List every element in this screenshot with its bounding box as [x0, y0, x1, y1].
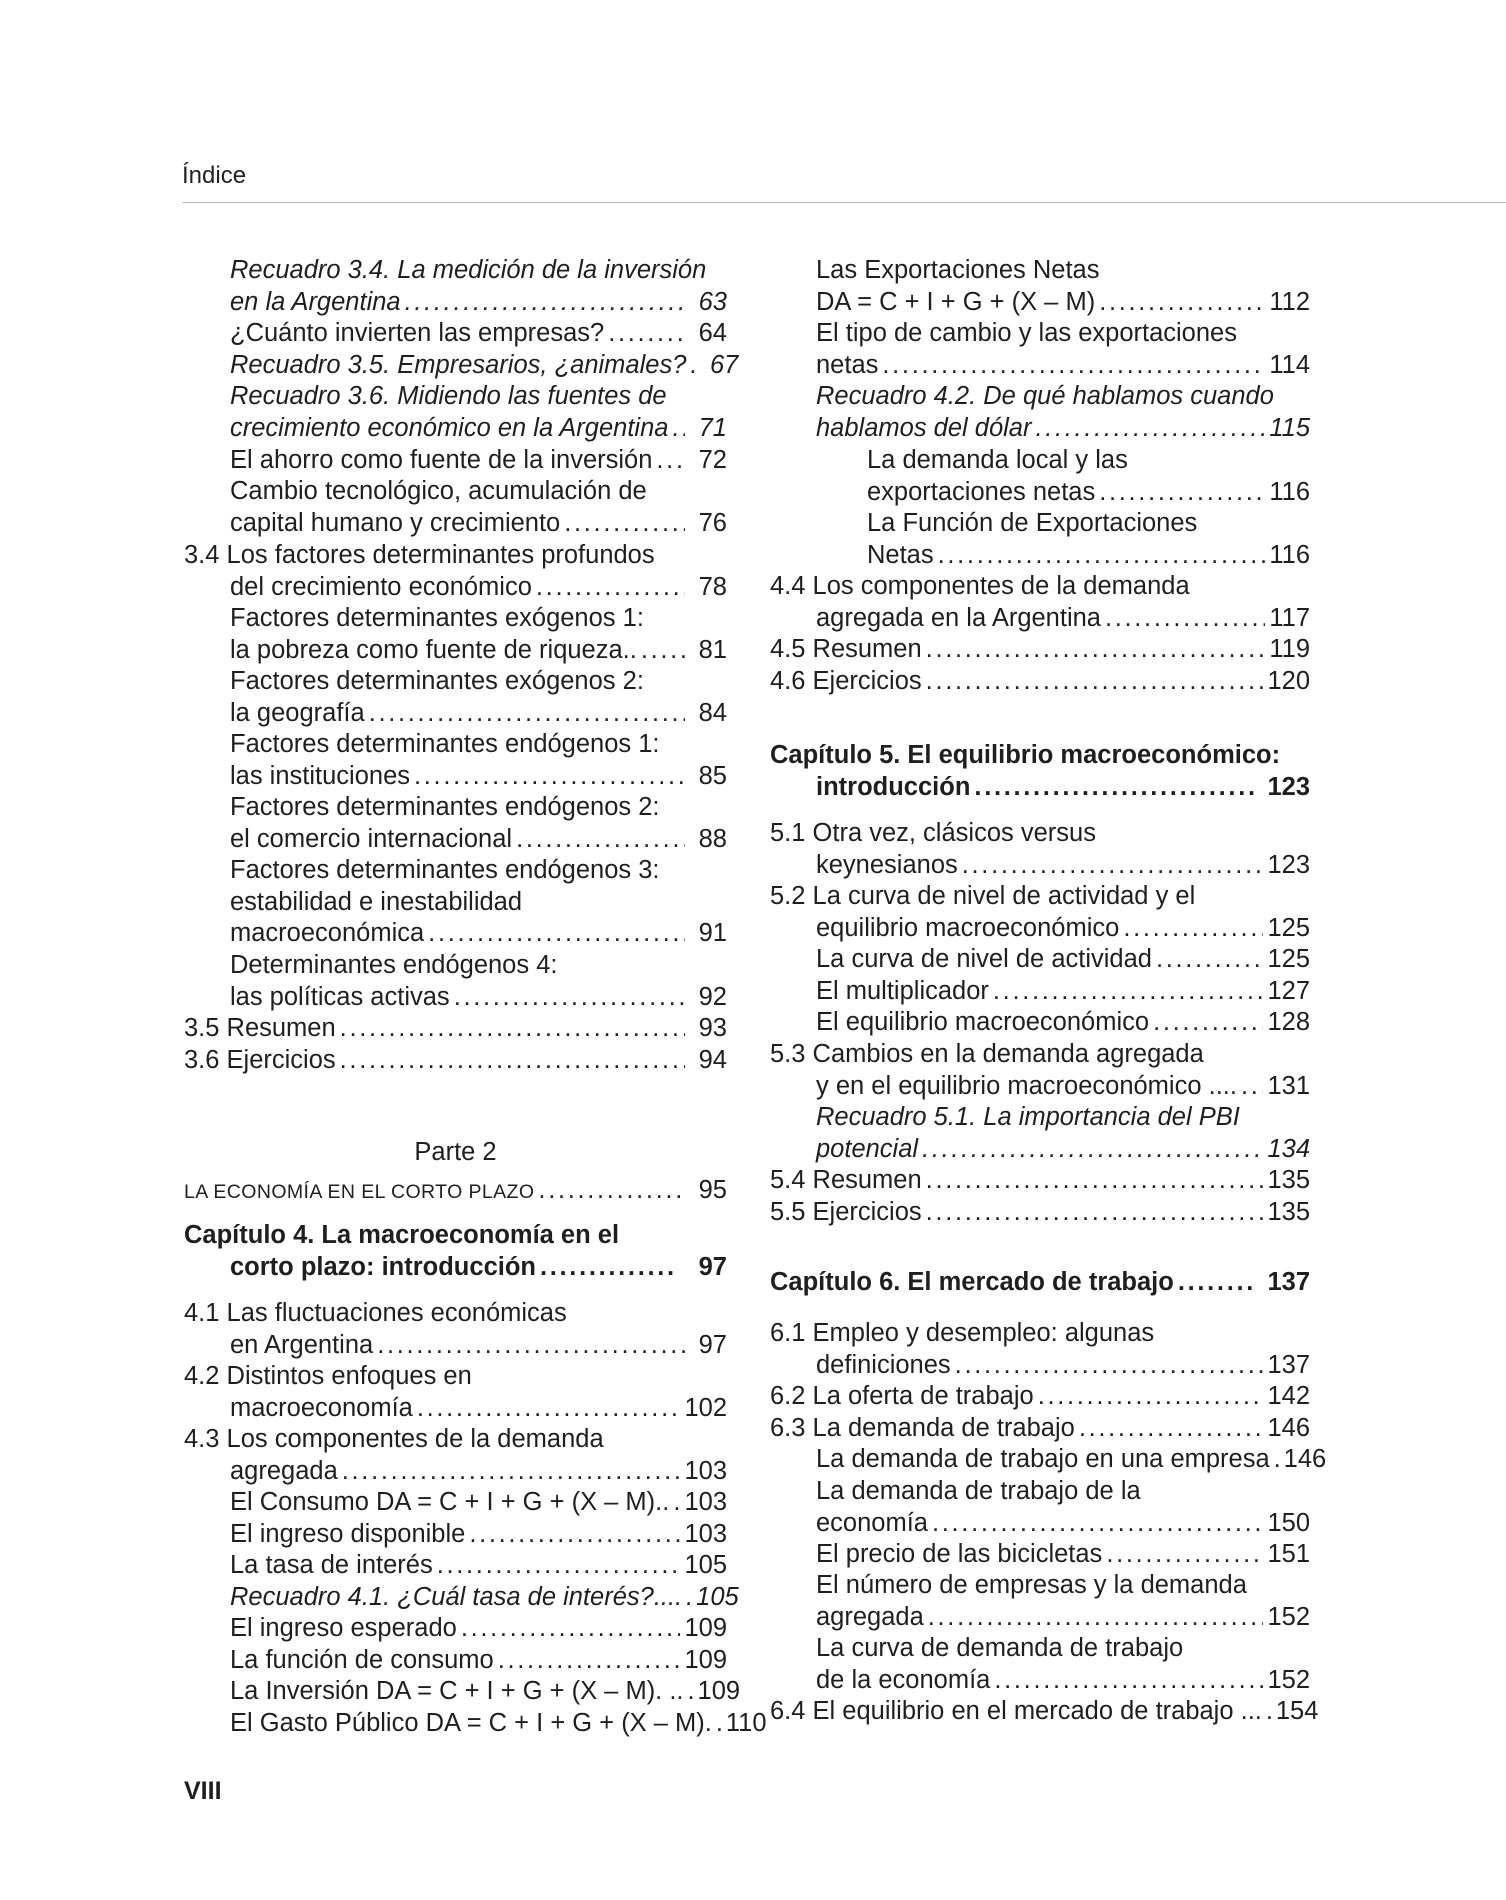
toc-entry-text: 4.4 Los componentes de la demanda [770, 572, 1190, 600]
toc-page-number: 117 [1269, 603, 1310, 632]
toc-entry-text: Factores determinantes exógenos 1: [230, 604, 644, 632]
toc-entry-text: las políticas activas [230, 982, 450, 1011]
toc-entry [770, 445, 1310, 508]
toc-entry-text: Recuadro 5.1. La importancia del PBI [816, 1103, 1240, 1131]
dot-leader [673, 1487, 680, 1519]
toc-page-number: 137 [1267, 1268, 1310, 1296]
dot-leader [340, 1013, 685, 1045]
toc-entry-text: las instituciones [230, 761, 411, 790]
toc-page-number: 93 [698, 1014, 727, 1042]
toc-entry [770, 1444, 1327, 1476]
dot-leader [938, 540, 1266, 572]
toc-chapter-entry [184, 1220, 727, 1283]
toc-entry-text: Recuadro 3.5. Empresarios, ¿animales? [230, 351, 687, 379]
toc-entry-text: introducción [816, 772, 971, 801]
dot-leader [656, 445, 685, 477]
toc-entry [770, 1039, 1310, 1102]
toc-entry-text: Factores determinantes endógenos 1: [230, 730, 660, 758]
toc-entry-text: Recuadro 4.2. De qué hablamos cuando [816, 382, 1274, 410]
dot-leader [672, 413, 685, 445]
toc-page-number: 109 [684, 1614, 727, 1642]
toc-entry-text: en la Argentina [230, 287, 401, 316]
toc-entry-text: Recuadro 3.4. La medición de la inversión [230, 256, 707, 284]
toc-page-number: 115 [1269, 413, 1310, 442]
toc-page-number: 78 [698, 572, 727, 601]
toc-page-number: 103 [684, 1488, 727, 1516]
toc-entry [184, 1708, 767, 1740]
toc-page-number: 116 [1269, 540, 1310, 569]
dot-leader [1038, 1381, 1264, 1413]
toc-entry-text: agregada [230, 1456, 338, 1485]
toc-entry [184, 1361, 727, 1424]
toc-entry-text: DA = C + I + G + (X – M) [816, 287, 1096, 316]
toc-entry-text: Capítulo 6. El mercado de trabajo [770, 1268, 1174, 1296]
toc-page-number: 150 [1267, 1508, 1310, 1537]
dot-leader [1266, 1696, 1272, 1728]
toc-page-number: 91 [698, 919, 727, 948]
toc-entry-text: economía [816, 1508, 928, 1537]
toc-page-number: 71 [698, 413, 727, 442]
toc-page-number: 109 [684, 1646, 727, 1674]
dot-leader [974, 772, 1256, 804]
dot-leader [536, 572, 685, 604]
toc-entry-text: la pobreza como fuente de riqueza.. [230, 635, 637, 664]
toc-entry-text: Factores determinantes endógenos 2: [230, 793, 660, 821]
toc-entry [184, 1045, 727, 1077]
toc-entry-text: hablamos del dólar [816, 413, 1032, 442]
toc-entry-text: Factores determinantes endógenos 3: [230, 856, 660, 884]
dot-leader [1035, 413, 1265, 445]
toc-page-number: 103 [684, 1520, 727, 1548]
toc-page-number: 94 [698, 1046, 727, 1074]
toc-entry-text: El ingreso esperado [230, 1614, 457, 1642]
dot-leader [461, 1613, 681, 1645]
toc-entry [184, 540, 727, 603]
toc-entry [770, 381, 1310, 444]
toc-page-number: 67 [710, 351, 739, 379]
toc-page-number: 97 [698, 1252, 727, 1281]
toc-entry-text: La tasa de interés [230, 1551, 433, 1579]
toc-entry [184, 255, 727, 318]
toc-entry [770, 818, 1310, 881]
toc-entry-text: El Consumo DA = C + I + G + (X – M).. [230, 1488, 670, 1516]
dot-leader [962, 850, 1264, 882]
toc-page-number: 105 [696, 1583, 739, 1611]
toc-page-number: 84 [698, 698, 727, 727]
toc-entry-text: 4.6 Ejercicios [770, 667, 922, 695]
dot-leader [932, 1508, 1263, 1540]
toc-page-number: 119 [1269, 635, 1310, 663]
toc-entry [770, 1102, 1310, 1165]
toc-page-number: 127 [1267, 977, 1310, 1005]
toc-chapter-entry [770, 1267, 1310, 1299]
toc-page-number: 125 [1267, 945, 1310, 973]
toc-entry [770, 1476, 1310, 1539]
toc-page-number: 152 [1267, 1602, 1310, 1631]
dot-leader [417, 1393, 681, 1425]
dot-leader [690, 350, 696, 382]
toc-entry-text: 6.3 La demanda de trabajo [770, 1414, 1075, 1442]
dot-leader [608, 318, 685, 350]
toc-entry [184, 1175, 727, 1209]
toc-entry [184, 445, 727, 477]
toc-entry-text: El ingreso disponible [230, 1520, 466, 1548]
toc-entry-text: Capítulo 5. El equilibrio macroeconómico: [770, 741, 1281, 769]
toc-entry-text: El número de empresas y la demanda [816, 1571, 1247, 1599]
dot-leader [688, 1676, 694, 1708]
toc-entry [184, 1550, 727, 1582]
toc-page-number: 105 [684, 1551, 727, 1579]
toc-page-number: 146 [1267, 1414, 1310, 1442]
toc-entry-text: 4.3 Los componentes de la demanda [184, 1425, 604, 1453]
dot-leader [1099, 287, 1265, 319]
toc-entry [184, 1613, 727, 1645]
toc-entry-text: corto plazo: introducción [230, 1252, 536, 1281]
toc-entry [770, 1007, 1310, 1039]
toc-page-number: 123 [1267, 772, 1310, 801]
toc-page-number: 131 [1267, 1071, 1310, 1100]
toc-entry [770, 508, 1310, 571]
toc-page-number: 103 [684, 1456, 727, 1485]
toc-entry-text: potencial [816, 1134, 919, 1163]
toc-entry-text: de la economía [816, 1665, 991, 1694]
toc-entry [770, 1381, 1310, 1413]
dot-leader [1123, 913, 1263, 945]
toc-entry-text: keynesianos [816, 850, 958, 879]
toc-page-number: 76 [698, 508, 727, 537]
dot-leader [414, 761, 685, 793]
toc-entry [770, 1570, 1310, 1633]
dot-leader [454, 982, 685, 1014]
dot-leader [926, 634, 1266, 666]
toc-entry-text: LA ECONOMÍA EN EL CORTO PLAZO [184, 1181, 535, 1203]
toc-entry [770, 318, 1310, 381]
part-label: Parte 2 [414, 1138, 497, 1166]
toc-entry [184, 1487, 727, 1519]
toc-entry-text: 3.5 Resumen [184, 1014, 336, 1042]
toc-page-number: 85 [698, 761, 727, 790]
toc-entry [184, 729, 727, 792]
toc-entry-text: La demanda local y las [867, 446, 1128, 474]
dot-leader [716, 1708, 722, 1740]
toc-entry-text: macroeconómica [230, 919, 425, 948]
toc-entry-text: 5.5 Ejercicios [770, 1198, 922, 1226]
dot-leader [428, 918, 685, 950]
toc-entry [770, 1696, 1319, 1728]
toc-entry [184, 1676, 741, 1708]
toc-page-number: 97 [698, 1330, 727, 1359]
dot-leader [1105, 603, 1265, 635]
toc-entry-text: Netas [867, 540, 934, 569]
dot-leader [540, 1252, 673, 1284]
toc-entry-text: estabilidad e inestabilidad [230, 887, 523, 916]
dot-leader [405, 287, 685, 319]
toc-entry-text: La demanda de trabajo en una empresa [816, 1445, 1270, 1473]
toc-entry-text: ¿Cuánto invierten las empresas? [230, 319, 605, 347]
dot-leader [686, 1582, 692, 1614]
toc-page-number: 112 [1269, 287, 1310, 316]
dot-leader [1106, 1539, 1263, 1571]
toc-entry [184, 1424, 727, 1487]
toc-entry-text: El multiplicador [816, 977, 989, 1005]
dot-leader [994, 1665, 1263, 1697]
toc-entry-text: La demanda de trabajo de la [816, 1477, 1141, 1505]
toc-entry [770, 944, 1310, 976]
dot-leader [1153, 1007, 1263, 1039]
toc-entry-text: netas [816, 350, 879, 379]
dot-leader [1178, 1267, 1256, 1299]
toc-entry [770, 666, 1310, 698]
toc-entry-text: 5.1 Otra vez, clásicos versus [770, 819, 1096, 847]
toc-page-number: 137 [1267, 1350, 1310, 1379]
toc-entry [184, 476, 727, 539]
toc-entry-text: La función de consumo [230, 1646, 494, 1674]
dot-leader [928, 1602, 1264, 1634]
dot-leader [641, 635, 685, 667]
dot-leader [1099, 477, 1265, 509]
toc-entry [770, 976, 1310, 1008]
toc-entry-text: capital humano y crecimiento [230, 508, 561, 537]
dot-leader [922, 1134, 1263, 1166]
toc-entry-text: La curva de nivel de actividad [816, 945, 1152, 973]
dot-leader [926, 666, 1264, 698]
toc-page-number: 125 [1267, 913, 1310, 942]
toc-entry-text: La Inversión DA = C + I + G + (X – M). .. [230, 1677, 684, 1705]
toc-page-number: 109 [697, 1677, 741, 1705]
toc-entry [184, 318, 727, 350]
toc-entry [770, 1165, 1310, 1197]
toc-entry-text: 5.2 La curva de nivel de actividad y el [770, 882, 1196, 910]
toc-entry-text: 5.3 Cambios en la demanda agregada [770, 1040, 1204, 1068]
toc-entry [770, 255, 1310, 318]
toc-entry [770, 1318, 1310, 1381]
toc-entry [184, 666, 727, 729]
dot-leader [882, 350, 1265, 382]
dot-leader [498, 1645, 681, 1677]
running-header: Índice [182, 162, 247, 189]
toc-chapter-entry [770, 740, 1310, 803]
toc-entry [184, 792, 727, 855]
toc-page-number: 154 [1275, 1697, 1319, 1725]
page-number: VIII [184, 1777, 222, 1805]
toc-page-number: 116 [1269, 477, 1310, 506]
toc-page-number: 63 [698, 287, 727, 316]
toc-page-number: 135 [1267, 1166, 1310, 1194]
toc-entry [184, 950, 727, 1013]
toc-entry-text: macroeconomía [230, 1393, 413, 1422]
toc-entry-text: agregada [816, 1602, 924, 1631]
toc-entry-text: la geografía [230, 698, 365, 727]
toc-entry [184, 350, 739, 382]
toc-page-number: 95 [698, 1176, 727, 1204]
toc-entry-text: La curva de demanda de trabajo [816, 1634, 1184, 1662]
toc-page-number: 152 [1267, 1665, 1310, 1694]
toc-entry [184, 1645, 727, 1677]
toc-entry-text: Recuadro 3.6. Midiendo las fuentes de [230, 382, 667, 410]
toc-page-number: 142 [1267, 1382, 1310, 1410]
toc-entry-text: y en el equilibrio macroeconómico .... [816, 1071, 1237, 1100]
toc-entry-text: agregada en la Argentina [816, 603, 1101, 632]
dot-leader [342, 1456, 681, 1488]
dot-leader [516, 824, 685, 856]
toc-entry-text: El Gasto Público DA = C + I + G + (X – M). [230, 1709, 712, 1737]
toc-entry [770, 1539, 1310, 1571]
dot-leader [1079, 1413, 1264, 1445]
toc-entry-text: equilibrio macroeconómico [816, 913, 1120, 942]
toc-entry-text: Determinantes endógenos 4: [230, 951, 558, 979]
dot-leader [1274, 1444, 1280, 1476]
dot-leader [377, 1330, 685, 1362]
toc-entry-text: El precio de las bicicletas [816, 1540, 1103, 1568]
dot-leader [926, 1197, 1264, 1229]
toc-entry [184, 1298, 727, 1361]
toc-entry [770, 1197, 1310, 1229]
toc-entry-text: 4.5 Resumen [770, 635, 922, 663]
toc-entry [184, 1013, 727, 1045]
toc-entry [770, 1413, 1310, 1445]
toc-page-number: 88 [698, 824, 727, 853]
toc-entry-text: El tipo de cambio y las exportaciones [816, 319, 1237, 347]
toc-entry [184, 1582, 739, 1614]
toc-page-number: 72 [698, 446, 727, 474]
toc-entry-text: 3.4 Los factores determinantes profundos [184, 541, 655, 569]
dot-leader [340, 1045, 685, 1077]
toc-entry [770, 881, 1310, 944]
toc-entry-text: definiciones [816, 1350, 951, 1379]
toc-entry-text: El ahorro como fuente de la inversión [230, 446, 653, 474]
dot-leader [993, 976, 1264, 1008]
dot-leader [1241, 1071, 1264, 1103]
toc-entry-text: La Función de Exportaciones [867, 509, 1198, 537]
toc-entry-text: 4.2 Distintos enfoques en [184, 1362, 472, 1390]
toc-entry-text: Recuadro 4.1. ¿Cuál tasa de interés?.... [230, 1583, 683, 1611]
header-rule [182, 202, 1506, 203]
toc-entry-text: del crecimiento económico [230, 572, 532, 601]
toc-page-number: 92 [698, 982, 727, 1011]
dot-leader [469, 1519, 680, 1551]
toc-page-number: 134 [1267, 1134, 1310, 1163]
toc-page-number: 135 [1267, 1198, 1310, 1226]
dot-leader [437, 1550, 681, 1582]
toc-page-number: 146 [1283, 1445, 1327, 1473]
dot-leader [926, 1165, 1264, 1197]
toc-page-number: 64 [698, 319, 727, 347]
toc-entry-text: 5.4 Resumen [770, 1166, 922, 1194]
toc-page-number: 102 [684, 1393, 727, 1422]
dot-leader [538, 1175, 685, 1207]
toc-page-number: 81 [698, 635, 727, 664]
dot-leader [369, 698, 685, 730]
toc-entry-text: exportaciones netas [867, 477, 1096, 506]
toc-entry [770, 571, 1310, 634]
toc-page-number: 128 [1267, 1008, 1310, 1036]
toc-entry-text: 6.2 La oferta de trabajo [770, 1382, 1034, 1410]
toc-page-number: 123 [1267, 850, 1310, 879]
toc-entry-text: Factores determinantes exógenos 2: [230, 667, 644, 695]
toc-entry [184, 1519, 727, 1551]
toc-entry-text: 6.4 El equilibrio en el mercado de trabajo ... [770, 1697, 1262, 1725]
toc-entry-text: el comercio internacional [230, 824, 513, 853]
toc-entry-text: El equilibrio macroeconómico [816, 1008, 1150, 1036]
dot-leader [564, 508, 685, 540]
toc-entry [184, 381, 727, 444]
toc-entry-text: Capítulo 4. La macroeconomía en el [184, 1221, 620, 1249]
toc-entry-text: 6.1 Empleo y desempleo: algunas [770, 1319, 1155, 1347]
toc-entry-text: Cambio tecnológico, acumulación de [230, 477, 647, 505]
dot-leader [955, 1350, 1264, 1382]
toc-entry [770, 1633, 1310, 1696]
toc-entry [184, 855, 727, 950]
toc-entry-text: 4.1 Las fluctuaciones económicas [184, 1299, 567, 1327]
toc-page-number: 114 [1269, 350, 1310, 379]
toc-entry-text: crecimiento económico en la Argentina [230, 413, 669, 442]
toc-entry-text: Las Exportaciones Netas [816, 256, 1100, 284]
toc-entry [184, 603, 727, 666]
toc-entry-text: en Argentina [230, 1330, 374, 1359]
toc-page-number: 120 [1267, 667, 1310, 695]
toc-page-number: 110 [725, 1709, 767, 1737]
dot-leader [1156, 944, 1263, 976]
toc-entry [770, 634, 1310, 666]
toc-entry-text: 3.6 Ejercicios [184, 1046, 336, 1074]
toc-page-number: 151 [1267, 1540, 1310, 1568]
